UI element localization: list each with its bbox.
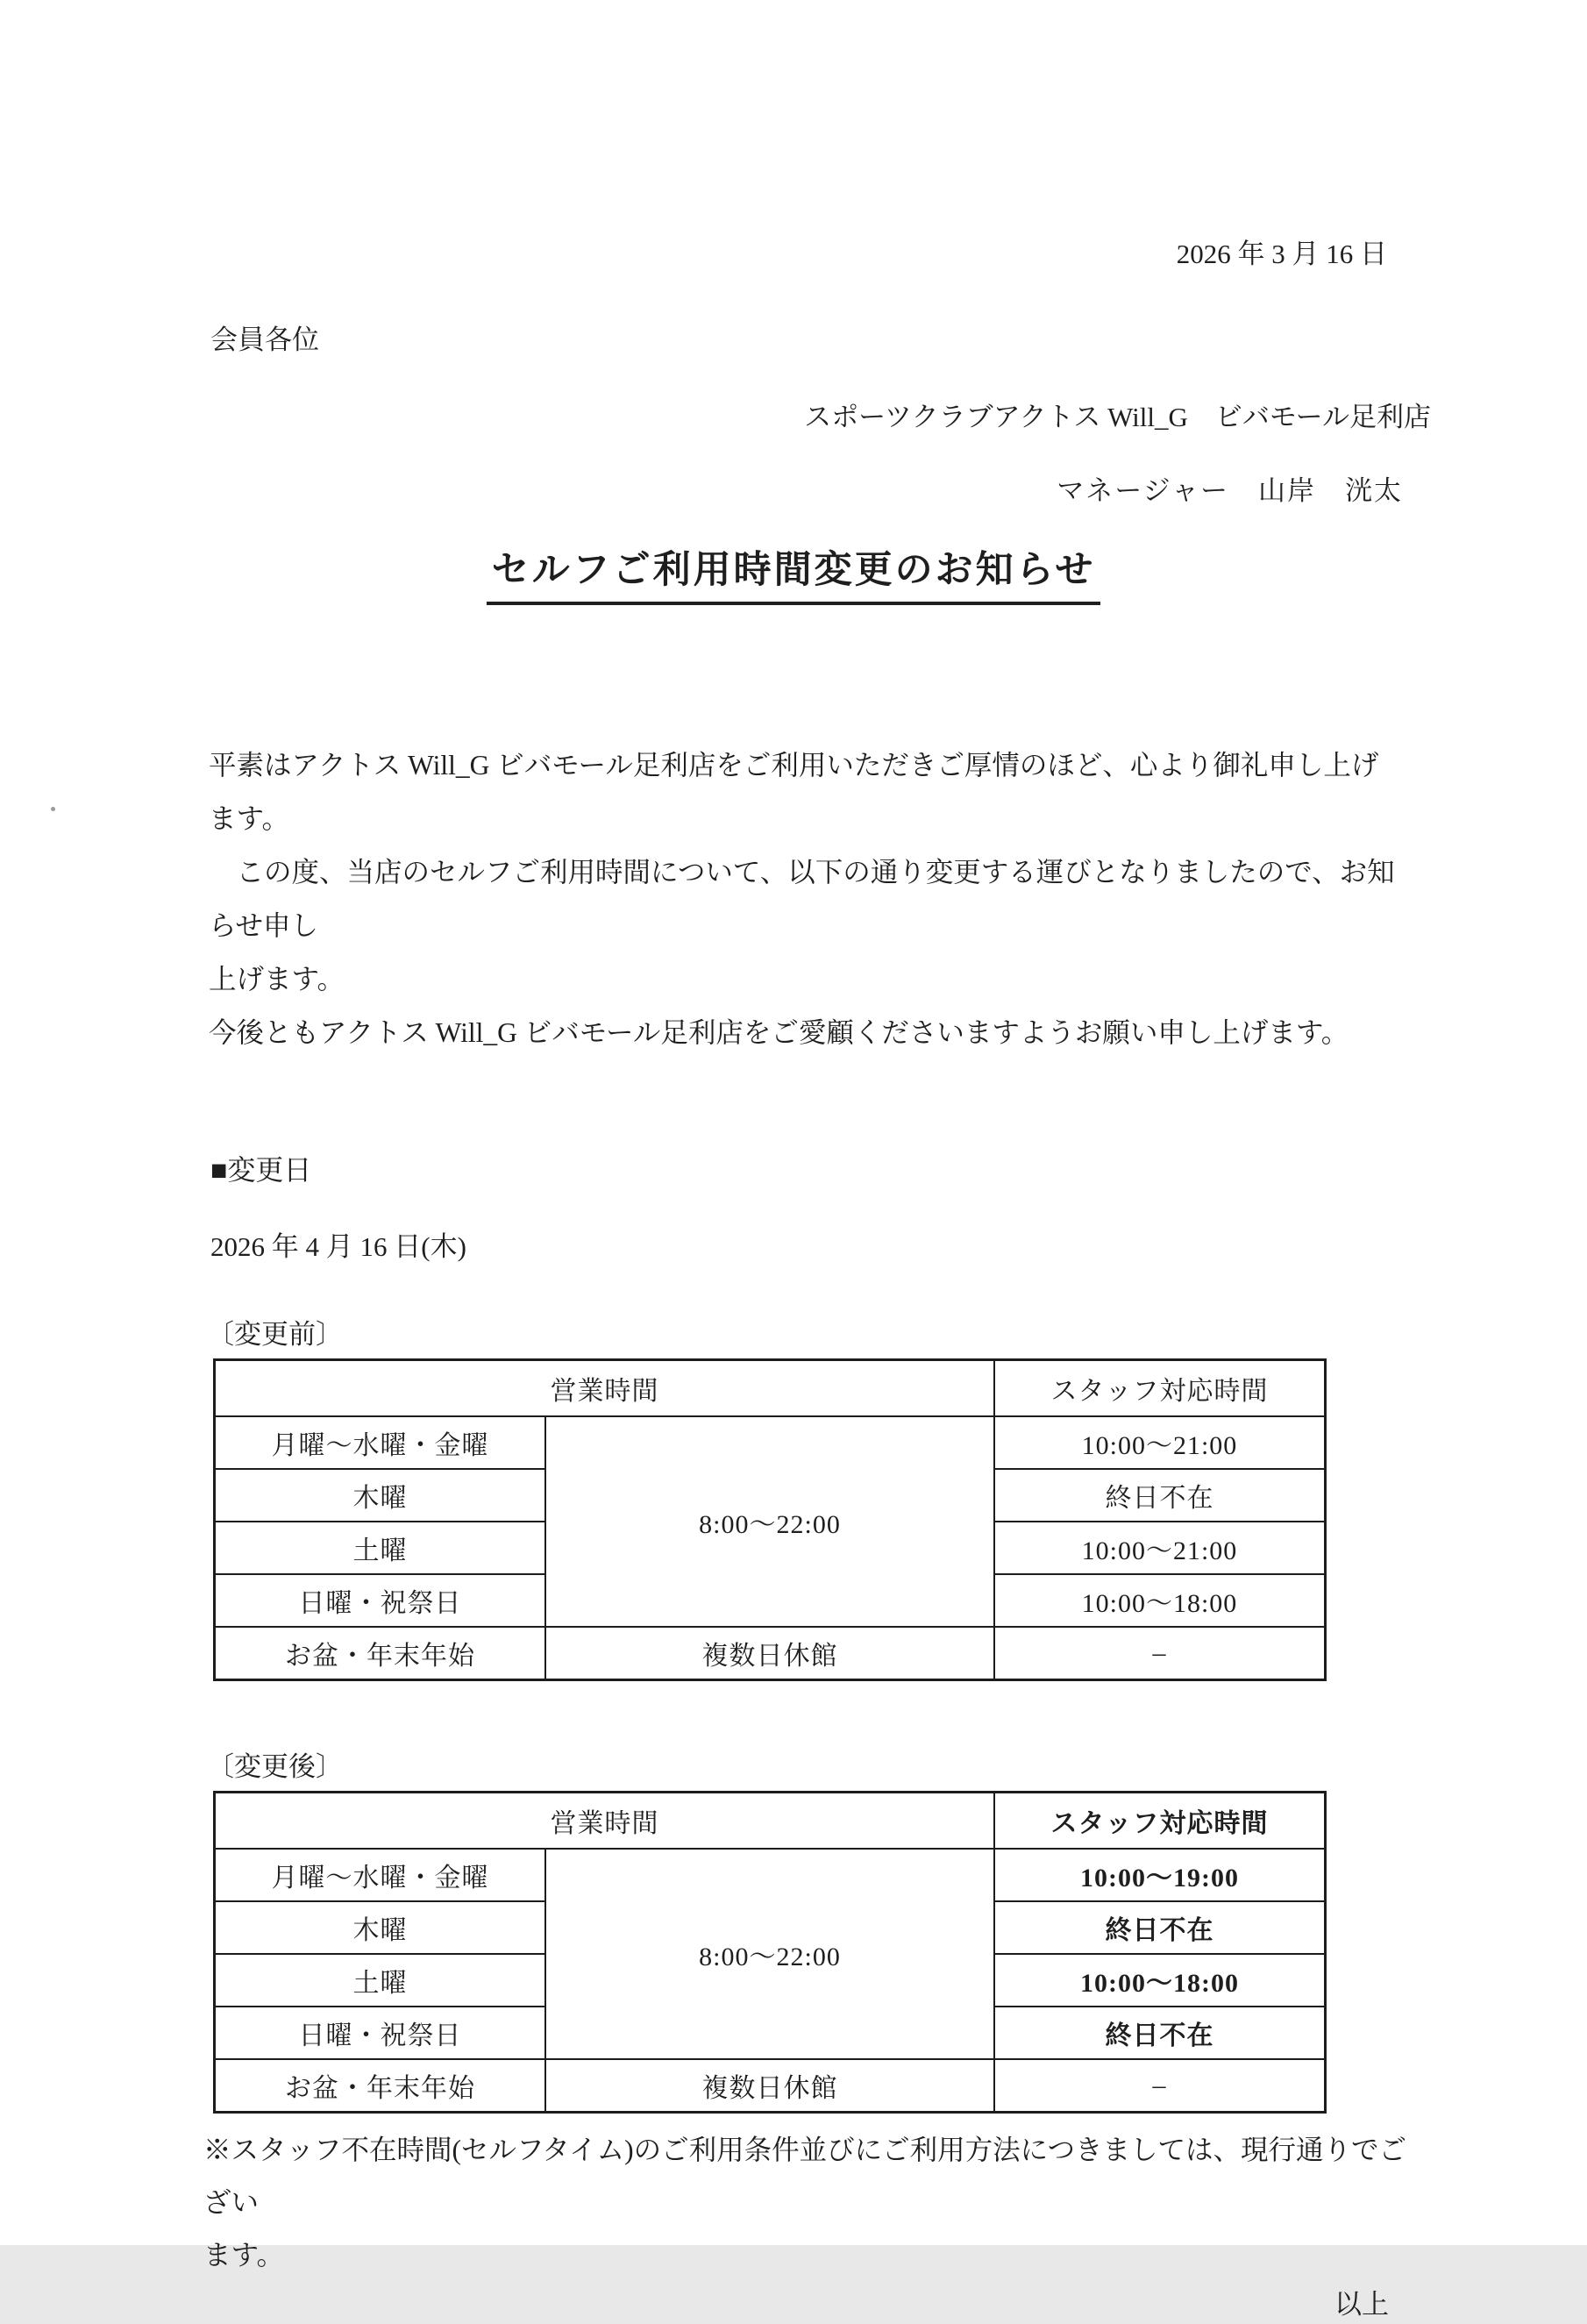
sender-manager-name: マネージャー 山岸 洸太: [1057, 475, 1403, 506]
business-hours-cell: 8:00～22:00: [545, 1416, 994, 1627]
business-hours-cell: 複数日休館: [545, 2059, 994, 2113]
hours-table-before: [213, 1358, 1327, 1681]
table-row: [215, 1416, 1326, 1469]
after-col-header-business-hours: 営業時間: [215, 1793, 994, 1850]
table-row: [215, 1849, 1326, 1901]
staff-hours-cell: –: [994, 2059, 1326, 2113]
staff-hours-cell: 終日不在: [994, 2007, 1326, 2059]
staff-hours-cell: 10:00～18:00: [994, 1574, 1326, 1627]
addressee: 会員各位: [210, 324, 319, 355]
scan-artifact-dot: [51, 807, 55, 811]
staff-hours-cell: 終日不在: [994, 1901, 1326, 1954]
before-col-header-staff-hours: スタッフ対応時間: [994, 1360, 1326, 1417]
staff-hours-cell: 10:00～21:00: [994, 1416, 1326, 1469]
business-hours-cell: 8:00～22:00: [545, 1849, 994, 2059]
body-line-1: 平素はアクトス Will_G ビバモール足利店をご利用いただきご厚情のほど、心より御礼申し上げます。: [209, 750, 1379, 834]
day-cell: 木曜: [215, 1901, 546, 1954]
footnote: [203, 2124, 1420, 2282]
staff-hours-cell: 終日不在: [994, 1469, 1326, 1522]
table-row: [215, 2059, 1326, 2113]
staff-hours-cell: 10:00～19:00: [994, 1849, 1326, 1901]
day-cell: お盆・年末年始: [215, 2059, 546, 2113]
business-hours-cell: 複数日休館: [545, 1627, 994, 1680]
document-title: セルフご利用時間変更のお知らせ: [487, 549, 1101, 605]
day-cell: 土曜: [215, 1954, 546, 2007]
sender-organization: スポーツクラブアクトス Will_G ビバモール足利店: [804, 402, 1431, 432]
day-cell: 月曜～水曜・金曜: [215, 1849, 546, 1901]
day-cell: 日曜・祝祭日: [215, 1574, 546, 1627]
staff-hours-cell: –: [994, 1627, 1326, 1680]
after-col-header-staff-hours: スタッフ対応時間: [994, 1793, 1326, 1850]
closing-ijou: 以上: [1334, 2289, 1389, 2320]
document-date: 2026 年 3 月 16 日: [1176, 239, 1387, 269]
day-cell: お盆・年末年始: [215, 1627, 546, 1680]
before-col-header-business-hours: 営業時間: [215, 1360, 994, 1417]
table-row: [215, 1627, 1326, 1680]
body-line-3: 上げます。: [209, 964, 345, 994]
footnote-line-1: ※スタッフ不在時間(セルフタイム)のご利用条件並びにご利用方法につきましては、現行通りでござい: [203, 2135, 1407, 2218]
change-date-heading: ■変更日: [210, 1154, 312, 1186]
change-date-value: 2026 年 4 月 16 日(木): [210, 1231, 466, 1262]
table-before-label: 〔変更前〕: [207, 1319, 343, 1350]
day-cell: 日曜・祝祭日: [215, 2007, 546, 2059]
body-paragraph: [209, 738, 1396, 1059]
day-cell: 土曜: [215, 1522, 546, 1574]
day-cell: 月曜～水曜・金曜: [215, 1416, 546, 1469]
day-cell: 木曜: [215, 1469, 546, 1522]
staff-hours-cell: 10:00～18:00: [994, 1954, 1326, 2007]
title-row: [0, 549, 1587, 605]
staff-hours-cell: 10:00～21:00: [994, 1522, 1326, 1574]
hours-table-after: [213, 1791, 1327, 2114]
body-line-4: 今後ともアクトス Will_G ビバモール足利店をご愛顧くださいますようお願い申し上げます。: [209, 1017, 1349, 1048]
footnote-line-2: ます。: [203, 2240, 284, 2271]
table-after-label: 〔変更後〕: [207, 1751, 343, 1782]
body-line-2: この度、当店のセルフご利用時間について、以下の通り変更する運びとなりましたので、お知らせ申し: [209, 857, 1395, 941]
